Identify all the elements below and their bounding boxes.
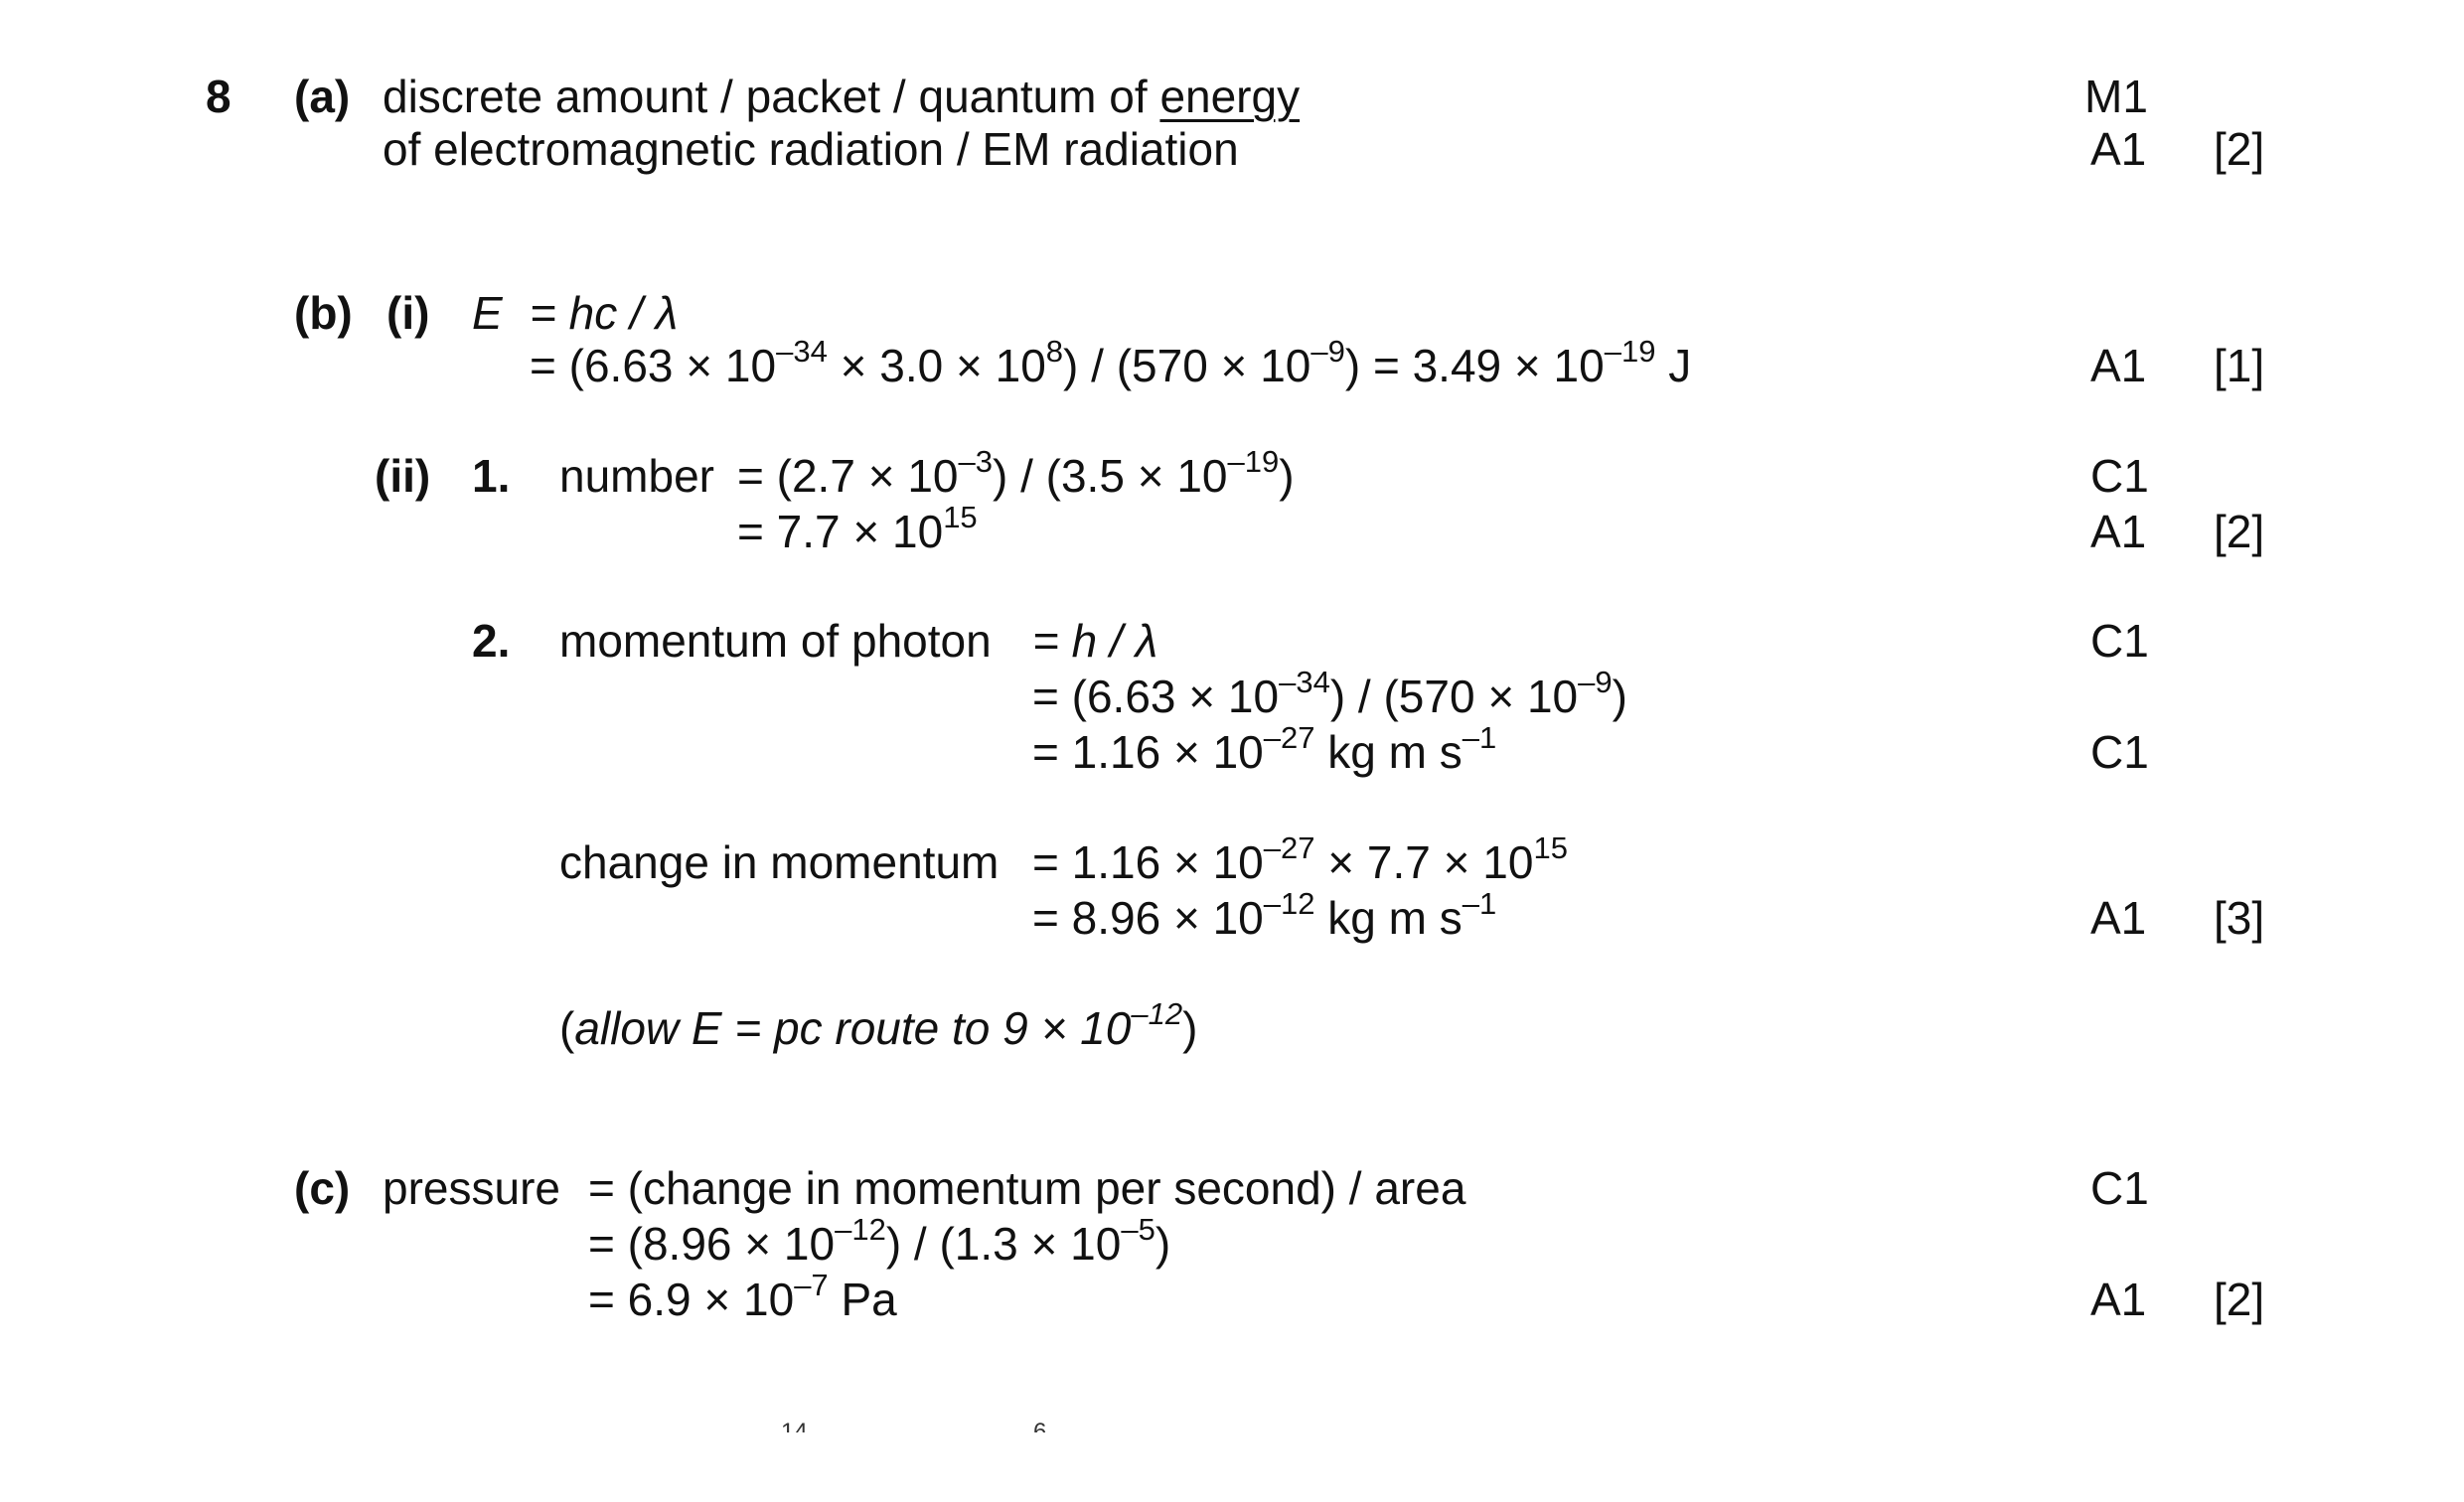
mark-momentum-c1: C1: [2090, 615, 2149, 667]
part-b-ii-label: (ii): [375, 450, 431, 502]
part-a-line1-text: discrete amount / packet / quantum of: [383, 71, 1160, 122]
change-eq1: = $1.16 \times 10^{-27} \times 7.7 \times 10^{15}$: [1032, 830, 1568, 888]
energy-symbol: E: [472, 287, 503, 339]
mark-a-m1: M1: [2084, 71, 2148, 122]
mark-c-a1: A1: [2090, 1274, 2147, 1325]
number-eq1: = $(2.7 \times 10^{-3}) / (3.5 \times 10^{-19})$: [737, 444, 1295, 502]
total-b-ii-2: [3]: [2214, 892, 2265, 944]
pressure-eq1: = (change in momentum per second) / area: [588, 1162, 1466, 1214]
total-b-ii-1: [2]: [2214, 506, 2265, 557]
momentum-eq2: = $(6.63 \times 10^{-34}) / (570 \times 10^{-9})$: [1032, 665, 1627, 722]
number-eq2: = $7.7 \times 10^{15}$: [737, 500, 978, 557]
part-b-label: (b): [294, 287, 353, 339]
mark-b-i-a1: A1: [2090, 340, 2147, 391]
b-i-eq2: = $(6.63 \times 10^{-34} \times 3.0 \times 10^8) / (570 \times 10^{-9}) = 3.49 \times 10^{-19}$ J: [530, 334, 1692, 391]
allow-note: (allow E = pc route to $9 \times 10^{-12}$): [559, 996, 1198, 1054]
momentum-eq1: = h / λ: [1032, 615, 1158, 667]
item-1-label: 1.: [472, 450, 511, 502]
total-b-i: [1]: [2214, 340, 2265, 391]
momentum-eq3: = $1.16 \times 10^{-27}$ kg m $s^{-1}$: [1032, 720, 1497, 778]
page-cutoff-mask: [0, 1432, 2464, 1502]
mark-momentum-c1-second: C1: [2090, 726, 2149, 778]
underlined-energy: energy: [1159, 71, 1301, 122]
pressure-eq3: = $6.9 \times 10^{-7}$ Pa: [588, 1268, 897, 1325]
change-momentum-label: change in momentum: [559, 836, 1000, 888]
pressure-label: pressure: [383, 1162, 560, 1214]
item-2-label: 2.: [472, 615, 511, 667]
mark-b-ii-1-a1: A1: [2090, 506, 2147, 557]
total-c: [2]: [2214, 1274, 2265, 1325]
number-label: number: [559, 450, 714, 502]
mark-b-ii-1-c1: C1: [2090, 450, 2149, 502]
mark-c-c1: C1: [2090, 1162, 2149, 1214]
part-c-label: (c): [294, 1162, 351, 1214]
mark-a-a1: A1: [2090, 123, 2147, 175]
mark-change-a1: A1: [2090, 892, 2147, 944]
pressure-eq2: = $(8.96 \times 10^{-12}) / (1.3 \times 10^{-5})$: [588, 1212, 1171, 1270]
b-i-eq1: = hc / λ: [530, 287, 679, 339]
part-a-line1: [383, 71, 1301, 122]
part-a-label: (a): [294, 71, 351, 122]
momentum-label: momentum of photon: [559, 615, 992, 667]
question-number: 8: [206, 71, 231, 122]
total-a: [2]: [2214, 123, 2265, 175]
change-eq2: = $8.96 \times 10^{-12}$ kg m $s^{-1}$: [1032, 886, 1497, 944]
part-b-i-label: (i): [386, 287, 430, 339]
part-a-line2: of electromagnetic radiation / EM radiation: [383, 123, 1239, 175]
